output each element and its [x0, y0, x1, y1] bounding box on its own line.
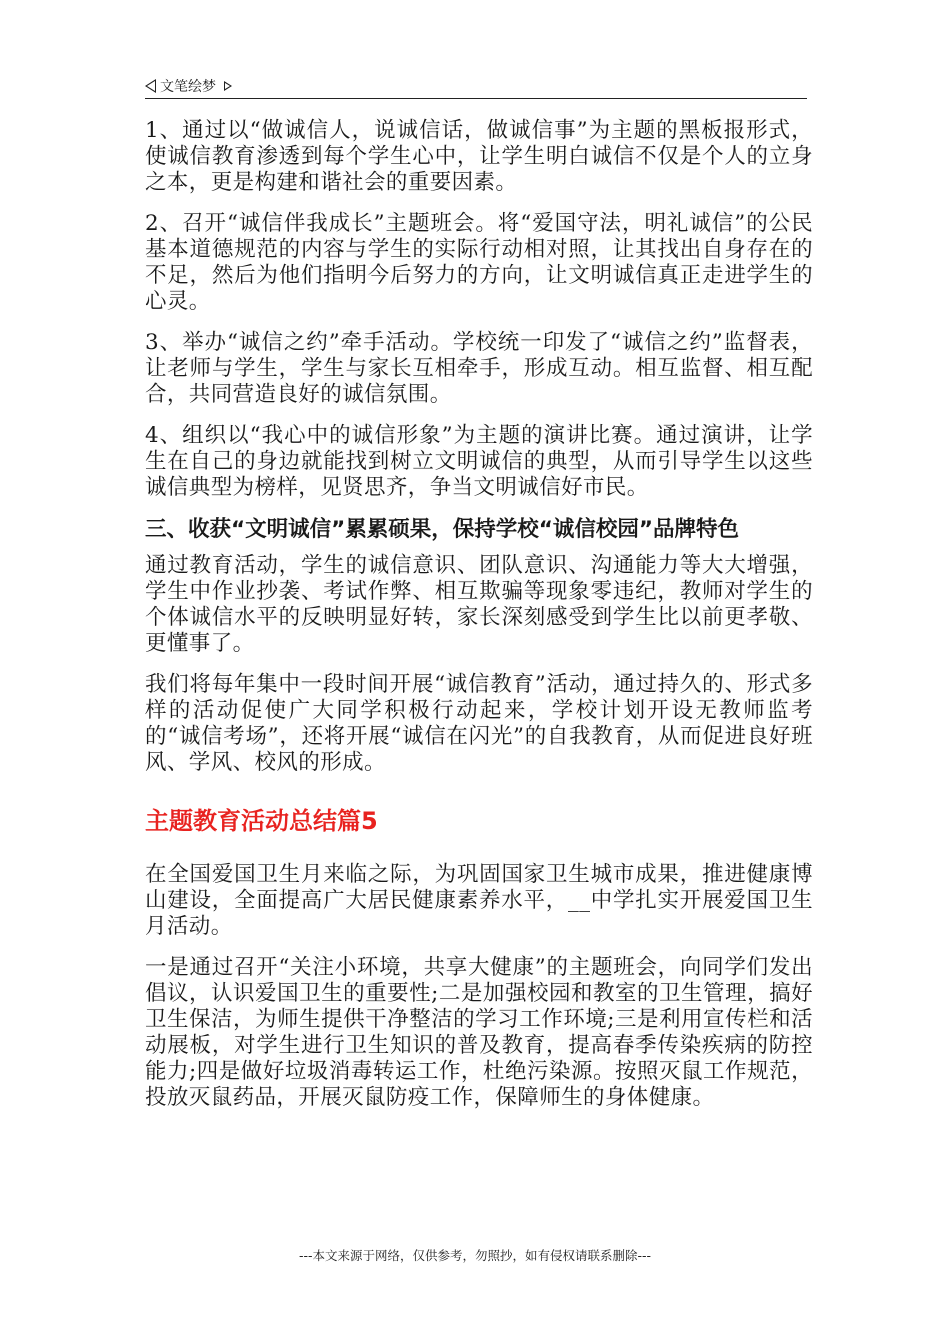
paragraph-2: 2、召开“诚信伴我成长”主题班会。将“爱国守法，明礼诚信”的公民基本道德规范的内容与学生的实际行动相对照，让其找出自身存在的不足，然后为他们指明今后努力的方向，让文明诚信真正走进学生的心灵。 — [145, 211, 813, 314]
triangle-right-icon — [224, 81, 232, 91]
paragraph-6: 我们将每年集中一段时间开展“诚信教育”活动，通过持久的、形式多样的活动促使广大同学积极行动起来，学校计划开设无教师监考的“诚信考场”，还将开展“诚信在闪光”的自我教育，从而促进良好班风、学风、校风的形成。 — [145, 672, 813, 775]
header-brand: 文笔绘梦 — [160, 79, 216, 95]
paragraph-7: 在全国爱国卫生月来临之际，为巩固国家卫生城市成果，推进健康博山建设，全面提高广大居民健康素养水平，__中学扎实开展爱国卫生月活动。 — [145, 862, 813, 939]
paragraph-4: 4、组织以“我心中的诚信形象”为主题的演讲比赛。通过演讲，让学生在自己的身边就能找到树立文明诚信的典型，从而引导学生以这些诚信典型为榜样，见贤思齐，争当文明诚信好市民。 — [145, 423, 813, 500]
footer-disclaimer: ---本文来源于网络，仅供参考，勿照抄，如有侵权请联系删除--- — [298, 1248, 652, 1263]
paragraph-8: 一是通过召开“关注小环境，共享大健康”的主题班会，向同学们发出倡议，认识爱国卫生的重要性;二是加强校园和教室的卫生管理，搞好卫生保洁，为师生提供干净整洁的学习工作环境;三是利用宣传栏和活动展板，对学生进行卫生知识的普及教育，提高春季传染疾病的防控能力;四是做好垃圾消毒转运工作，杜绝污染源。按照灭鼠工作规范，投放灭鼠药品，开展灭鼠防疫工作，保障师生的身体健康。 — [145, 955, 813, 1110]
document-body — [145, 118, 813, 1126]
paragraph-3: 3、举办“诚信之约”牵手活动。学校统一印发了“诚信之约”监督表，让老师与学生，学生与家长互相牵手，形成互动。相互监督、相互配合，共同营造良好的诚信氛围。 — [145, 330, 813, 407]
section-heading-3: 三、收获“文明诚信”累累硕果，保持学校“诚信校园”品牌特色 — [145, 517, 740, 542]
triangle-left-icon — [145, 79, 156, 93]
paragraph-1: 1、通过以“做诚信人，说诚信话，做诚信事”为主题的黑板报形式，使诚信教育渗透到每个学生心中，让学生明白诚信不仅是个人的立身之本，更是构建和谐社会的重要因素。 — [145, 118, 813, 195]
page-header — [145, 74, 807, 99]
article-title-5: 主题教育活动总结篇5 — [145, 807, 378, 835]
paragraph-5: 通过教育活动，学生的诚信意识、团队意识、沟通能力等大大增强，学生中作业抄袭、考试作弊、相互欺骗等现象零违纪，教师对学生的个体诚信水平的反映明显好转，家长深刻感受到学生比以前更孝敬、更懂事了。 — [145, 553, 813, 656]
